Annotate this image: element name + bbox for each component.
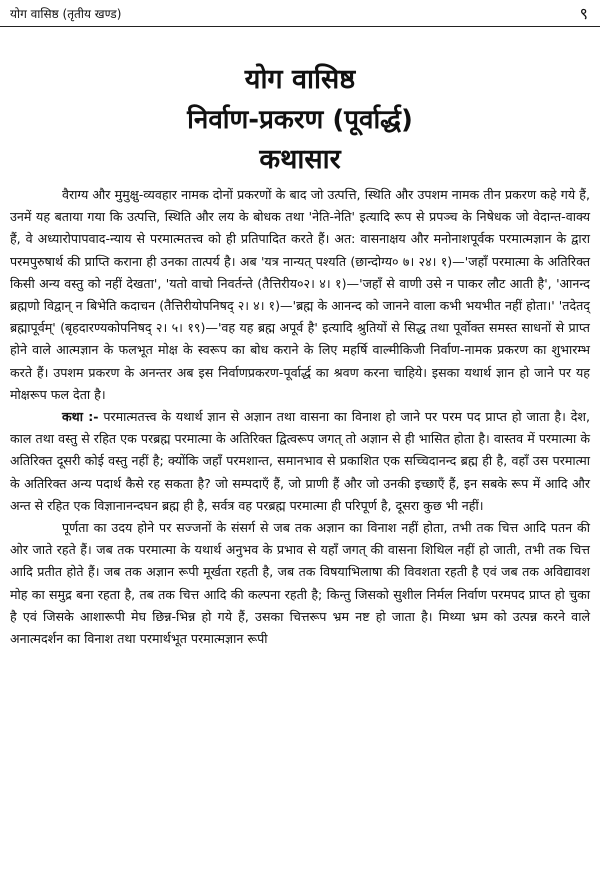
paragraph-purnata: पूर्णता का उदय होने पर सज्जनों के संसर्ग से जब तक अज्ञान का विनाश नहीं होता, तभी तक चित्त आदि पतन की ओर जाते रहते हैं। जब तक परमात्मा के यथार्थ अनुभव के प्रभाव से यहाँ जगत् की वासना शिथिल नहीं हो जाती, तभी तक चित्त आदि प्रतीत होते हैं। जब तक अज्ञान रूपी मूर्खता रहती है, जब तक विषयाभिलाषा की विवशता रहती है एवं जब तक अविद्यावश मोह का समुद्र बना रहता है, तब तक चित्त आदि की कल्पना रहती है; किन्तु जिसको सुशील निर्मल निर्वाण परमपद प्राप्त हो चुका है एवं जिसके आशारूपी मेघ छिन्न-भिन्न हो गये हैं, उसका चित्तरूप भ्रम नष्ट हो जाता है। मिथ्या भ्रम को उत्पन्न करने वाले अनात्मदर्शन का विनाश तथा परमार्थभूत परमात्मज्ञान रूपी — [10, 520, 590, 647]
running-header — [0, 0, 600, 27]
paragraph-intro: वैराग्य और मुमुक्षु-व्यवहार नामक दोनों प्रकरणों के बाद जो उत्पत्ति, स्थिति और उपशम नामक तीन प्रकरण कहे गये हैं, उनमें यह बताया गया कि उत्पत्ति, स्थिति और लय के बोधक तथा 'नेति-नेति' इत्यादि रूप से प्रपञ्च के निषेधक जो वेदान्त-वाक्य हैं, वे अध्यारोपापवाद-न्याय से परमात्मतत्त्व को ही प्रतिपादित करते हैं। अत: वासनाक्षय और मनोनाशपूर्वक परमात्मज्ञान के द्वारा परमपुरुषार्थ की प्राप्ति कराना ही उनका तात्पर्य है। अब 'यत्र नान्यत् पश्यति (छान्दोग्य० ७। २४। १)—'जहाँ परमात्मा के अतिरिक्त किसी अन्य वस्तु को नहीं देखता', 'यतो वाचो निवर्तन्ते (तैत्तिरीय०२। ४। १)—'जहाँ से वाणी उसे न पाकर लौट आती है', 'आनन्द ब्रह्मणो विद्वान् न बिभेति कदाचन (तैत्तिरीयोपनिषद् २। ४। १)—'ब्रह्म के आनन्द को जानने वाला कभी भयभीत नहीं होता।' 'तदेतद् ब्रह्मापूर्वम्' (बृहदारण्यकोपनिषद् २। ५। १९)—'वह यह ब्रह्म अपूर्व है' इत्यादि श्रुतियों से सिद्ध तथा पूर्वोक्त समस्त साधनों से प्राप्त होने वाले आत्मज्ञान के फलभूत मोक्ष के स्वरूप का बोध कराने के लिए महर्षि वाल्मीकिजी निर्वाण-नामक प्रकरण का शुभारम्भ करते हैं। उपशम प्रकरण के अनन्तर अब इस निर्वाणप्रकरण-पूर्वार्द्ध का श्रवण करना चाहिये। इसका यथार्थ ज्ञान हो जाने पर यह मोक्षरूप फल देता है। — [10, 187, 590, 402]
body-text — [10, 184, 590, 650]
chapter-heading: कथासार — [259, 144, 341, 175]
katha-text: परमात्मतत्त्व के यथार्थ ज्ञान से अज्ञान तथा वासना का विनाश हो जाने पर परम पद प्राप्त हो जाता है। देश, काल तथा वस्तु से रहित एक परब्रह्म परमात्मा के अतिरिक्त द्वित्वरूप जगत् तो अज्ञान से ही भासित होता है। वास्तव में परमात्मा के अतिरिक्त दूसरी कोई वस्तु नहीं है; क्योंकि जहाँ परमशान्त, समानभाव से प्रकाशित एक सच्चिदानन्द ब्रह्म ही है, वहाँ उस परमात्मा के अतिरिक्त अन्य पदार्थ कैसे रह सकता है? जो सम्पदाएँ हैं, जो प्राणी हैं और जो उनकी इच्छाएँ हैं, इन सबके रूप में आदि और अन्त से रहित एक विज्ञानानन्दघन ब्रह्म ही है, सर्वत्र वह परब्रह्म परमात्मा ही परिपूर्ण है, दूसरा कुछ भी नहीं। — [10, 409, 590, 513]
section-title: निर्वाण-प्रकरण (पूर्वार्द्ध) — [187, 105, 413, 135]
paragraph-katha — [10, 406, 590, 517]
running-title: योग वासिष्ठ (तृतीय खण्ड) — [10, 7, 122, 21]
katha-label: कथा :- — [62, 409, 99, 425]
book-title: योग वासिष्ठ — [244, 64, 356, 95]
title-block — [0, 60, 600, 180]
page-number: ९ — [579, 4, 588, 23]
